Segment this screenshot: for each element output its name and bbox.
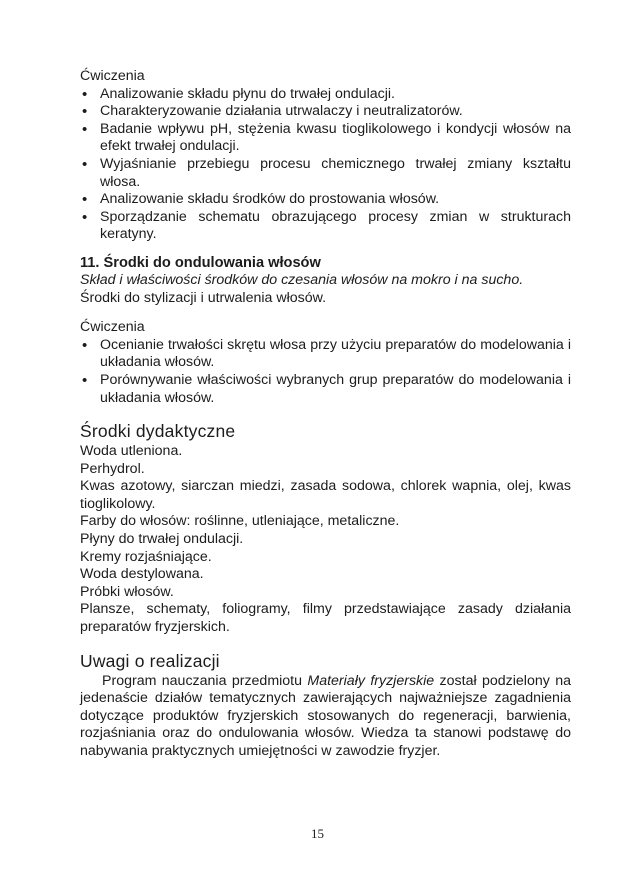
exercise-item: • Badanie wpływu pH, stężenia kwasu tioglikolowego i kondycji włosów na efekt trwałej ondulacji. [80,121,571,156]
exercise-item: • Ocenianie trwałości skrętu włosa przy użyciu preparatów do modelowania i układania włosów. [80,337,571,372]
didactic-item: Plansze, schematy, foliogramy, filmy przedstawiające zasady działania preparatów fryzjerskich. [80,601,571,636]
section-11-plain-line: Środki do stylizacji i utrwalenia włosów. [80,289,327,306]
exercise-item: • Charakteryzowanie działania utrwalaczy i neutralizatorów. [80,103,571,121]
exercise-item: • Sporządzanie schematu obrazującego procesy zmian w strukturach keratyny. [80,209,571,244]
exercise-item: • Porównywanie właściwości wybranych grup preparatów do modelowania i układania włosów. [80,372,571,407]
didactic-item: Kremy rozjaśniające. [80,548,212,565]
didactic-item: Woda utleniona. [80,443,183,460]
didactic-item: Woda destylowana. [80,566,204,583]
section-11-heading: 11. Środki do ondulowania włosów [80,254,321,271]
remarks-paragraph [80,673,571,761]
didactic-heading: Środki dydaktyczne [80,421,236,442]
page-number: 15 [311,826,324,841]
exercises-label-2: Ćwiczenia [80,319,145,336]
exercise-item: • Analizowanie składu środków do prostowania włosów. [80,191,571,209]
remarks-text-start: Program nauczania przedmiotu [102,672,308,689]
didactic-item: Farby do włosów: roślinne, utleniające, metaliczne. [80,513,400,530]
didactic-item: Próbki włosów. [80,583,174,600]
didactic-list [80,443,571,637]
exercises-list [80,86,571,244]
exercise-item: • Analizowanie składu płynu do trwałej ondulacji. [80,86,571,104]
exercises-list-2 [80,337,571,407]
didactic-item: Kwas azotowy, siarczan miedzi, zasada sodowa, chlorek wapnia, olej, kwas tioglikolowy. [80,478,571,512]
exercises-label: Ćwiczenia [80,68,145,84]
document-page [80,68,571,761]
didactic-item: Perhydrol. [80,460,145,477]
remarks-heading: Uwagi o realizacji [80,650,220,671]
remarks-text-end: został podzielony na jedenaście działów tematycznych zawierających najważniejsze zagadnienia dotyczące produktów fryzjerskich stosowanych do regeneracji, barwienia, rozjaśniania oraz do ondulowania włosów. Wiedza ta stanowi podstawę do nabywania praktycznych umiejętności w zawodzie fryzjer. [80,672,571,759]
subject-name: Materiały fryzjerskie [307,672,435,689]
exercise-item: • Wyjaśnianie przebiegu procesu chemicznego trwałej zmiany kształtu włosa. [80,156,571,191]
section-11-italic-line: Skład i właściwości środków do czesania włosów na mokro i na sucho. [80,271,524,288]
didactic-item: Płyny do trwałej ondulacji. [80,531,244,548]
